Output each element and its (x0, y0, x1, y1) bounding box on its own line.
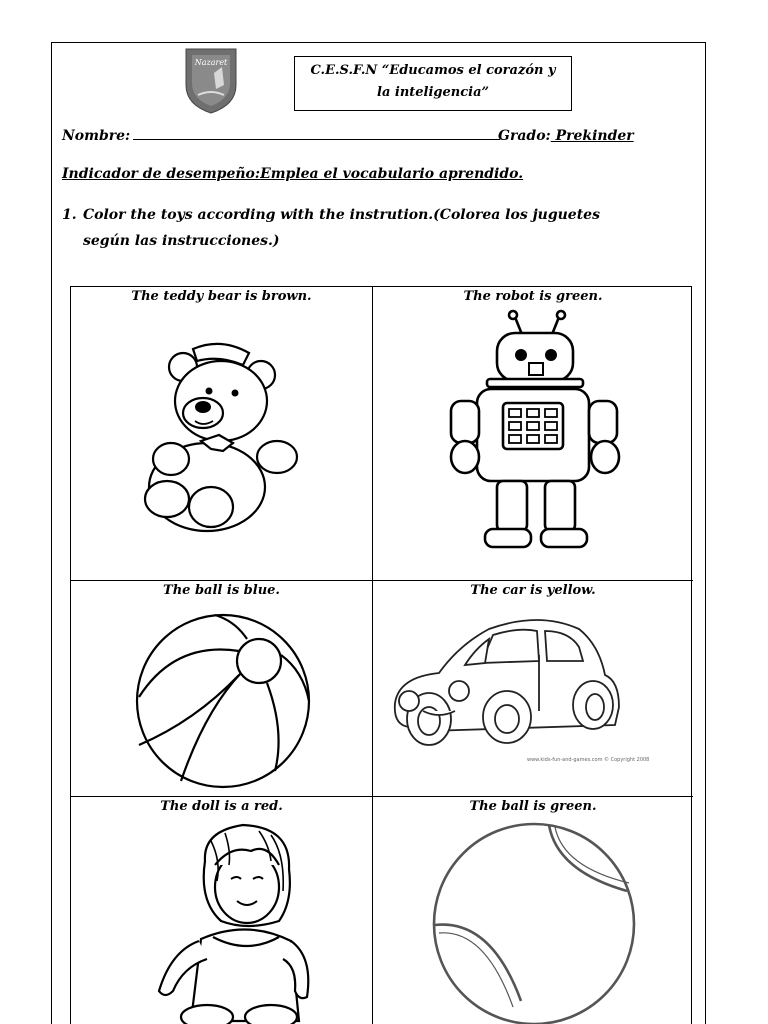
logo-text: Nazaret (194, 58, 228, 67)
car-icon (389, 615, 629, 755)
grade-value: Prekinder (550, 128, 634, 144)
toy-cell-car (373, 581, 693, 797)
teddy-bear-icon (141, 339, 301, 535)
car-image-credit: www.kids-fun-and-games.com © Copyright 2008 (527, 757, 650, 763)
toy-caption: The robot is green. (463, 289, 603, 304)
name-blank-line[interactable] (133, 128, 500, 140)
toy-caption: The ball is blue. (163, 583, 280, 598)
school-line-1: C.E.S.F.N “Educamos el corazón y (310, 63, 556, 78)
grade-field (498, 128, 634, 144)
school-line-2: la inteligencia” (377, 85, 489, 100)
grade-label: Grado: (498, 128, 551, 144)
indicator-label: Indicador de desempeño: (62, 166, 261, 182)
indicator-value: Emplea el vocabulario aprendido. (260, 166, 524, 182)
toy-cell-robot (373, 287, 693, 581)
question-1 (62, 202, 632, 254)
toy-caption: The teddy bear is brown. (131, 289, 312, 304)
doll-icon (151, 821, 311, 1024)
name-field (62, 128, 500, 144)
school-logo (184, 45, 238, 115)
toy-cell-beach-ball (71, 581, 373, 797)
question-text: Color the toys according with the instrution.(Colorea los juguetes según las instrucciones.) (83, 207, 600, 249)
toy-cell-tennis-ball (373, 797, 693, 1024)
toy-caption: The ball is green. (469, 799, 597, 814)
name-label: Nombre: (62, 128, 131, 144)
question-number: 1. (62, 207, 77, 223)
toy-cell-teddy-bear (71, 287, 373, 581)
robot-icon (447, 309, 623, 559)
toys-table (70, 286, 692, 1024)
tennis-ball-icon (431, 821, 637, 1024)
school-motto-box (294, 56, 572, 111)
performance-indicator (62, 166, 523, 182)
toy-caption: The car is yellow. (470, 583, 596, 598)
toy-caption: The doll is a red. (160, 799, 283, 814)
beach-ball-icon (135, 611, 311, 789)
toy-cell-doll (71, 797, 373, 1024)
